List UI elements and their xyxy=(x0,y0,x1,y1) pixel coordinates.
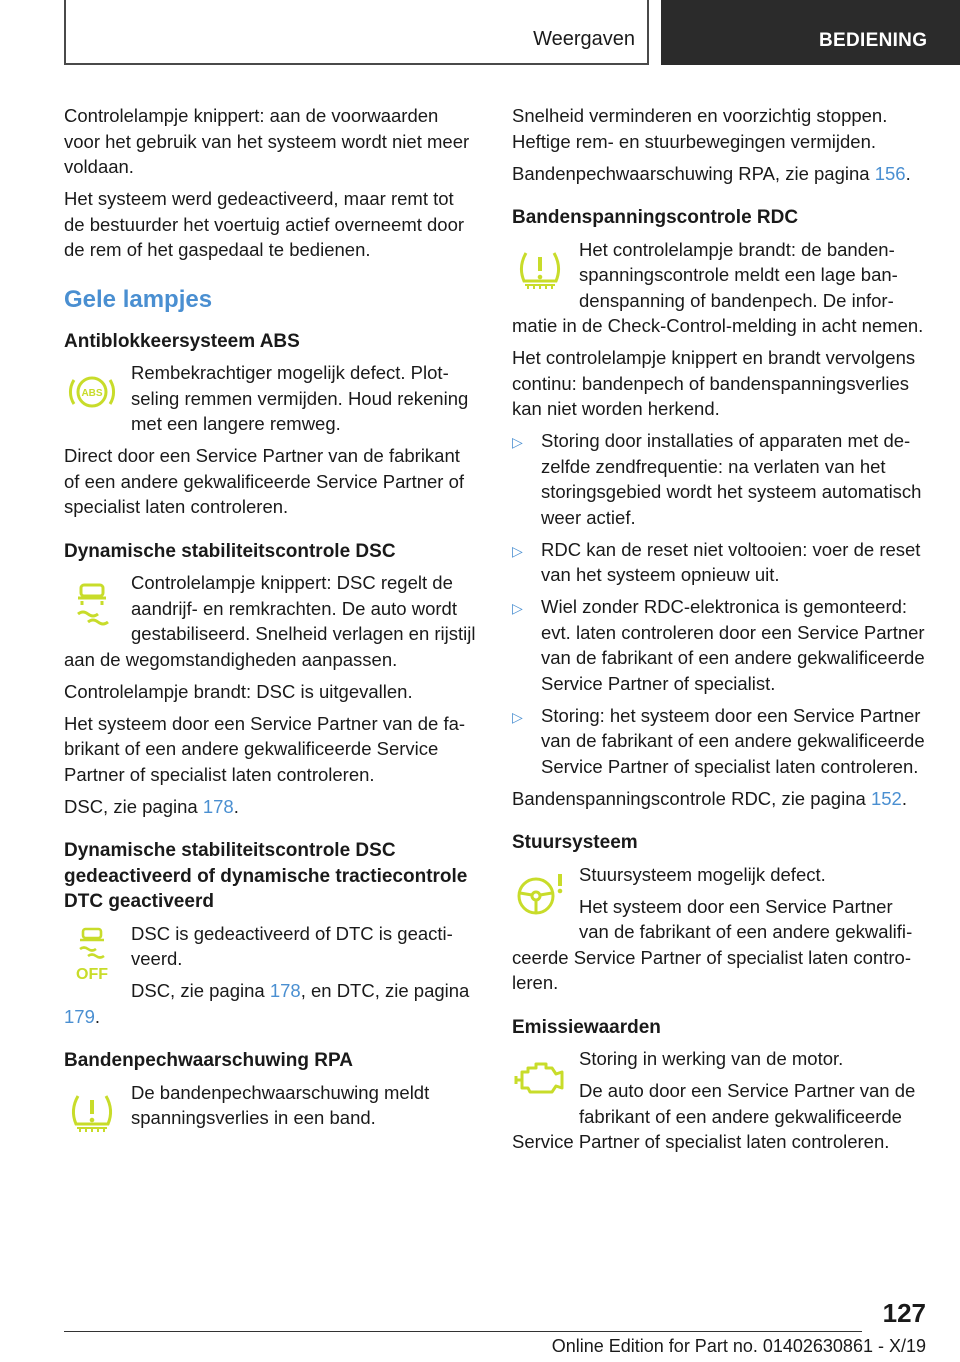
list-item: ▷ Wiel zonder RDC-elektronica is gemonteerd: evt. laten controleren door een Service Partner van de fabrikant of een andere gekwalificeerde Service Partner of specialist. xyxy=(512,596,925,694)
paragraph: Controlelampje knippert: aan de voorwaarden voor het gebruik van het systeem wordt niet meer voldaan. xyxy=(64,105,470,177)
rdc-warning-block xyxy=(512,237,926,339)
paragraph: De bandenpechwaarschuwing meldt spanningsverlies in een band. xyxy=(131,1081,430,1128)
abs-heading: Antiblokkeersysteem ABS xyxy=(64,330,300,352)
page-number: 127 xyxy=(882,1298,926,1328)
triangle-bullet-icon: ▷ xyxy=(512,434,523,450)
paragraph: Het systeem werd gedeactiveerd, maar remt tot de bestuurder het voertuig actief overneemt door de rem of het gaspedaal te bedienen. xyxy=(64,188,465,260)
header-chapter-tab xyxy=(661,0,960,65)
paragraph: Controlelampje knippert: DSC regelt de aandrijf- en remkrachten. De auto wordt gestabiliseerd. Snelheid verlagen en rijstijl aan de wegomstandigheden aanpassen. xyxy=(64,572,476,670)
emission-warning-block xyxy=(512,1046,926,1155)
page-link[interactable]: 156 xyxy=(874,162,906,184)
dsc-heading: Dynamische stabiliteitscontrole DSC xyxy=(64,540,396,562)
paragraph: Controlelampje brandt: DSC is uitgevallen. xyxy=(64,680,413,702)
rdc-bullet-list xyxy=(512,428,926,779)
page-link[interactable]: 179 xyxy=(64,1005,95,1027)
list-item: ▷ Storing door installaties of apparaten met dezelfde zendfrequentie: na verlaten van het storingsgebied wordt het systeem automatisch weer actief. xyxy=(512,430,922,528)
page-link[interactable]: 152 xyxy=(870,787,902,809)
paragraph: Het controlelampje knippert en brandt vervolgens continu: bandenpech of bandenspanningsverlies kan niet worden herkend. xyxy=(512,347,916,419)
paragraph: Het systeem door een Service Partner van de fabrikant of een andere gekwalificeerde Service Partner of specialist laten controleren. xyxy=(64,712,466,785)
paragraph: De auto door een Service Partner van de fabrikant of een andere gekwalificeerde Service Partner of specialist laten controleren. xyxy=(512,1080,916,1152)
footer-divider xyxy=(64,1331,862,1332)
paragraph: DSC is gedeactiveerd of DTC is geactiveerd. xyxy=(131,922,453,969)
tire-warning-icon xyxy=(64,1084,120,1140)
triangle-bullet-icon: ▷ xyxy=(512,542,523,559)
triangle-bullet-icon: ▷ xyxy=(512,600,523,616)
header-section-title: Weergaven xyxy=(533,28,635,50)
paragraph: Snelheid verminderen en voorzichtig stoppen. Heftige rem- en stuurbewegingen vermijden. xyxy=(512,105,888,152)
right-column xyxy=(512,103,926,1161)
steering-heading: Stuursysteem xyxy=(512,832,638,853)
section-title: Gele lampjes xyxy=(64,285,213,313)
steering-warning-icon xyxy=(512,866,568,922)
dsc-warning-block xyxy=(64,570,478,672)
abs-warning-icon xyxy=(64,364,120,420)
paragraph: Storing in werking van de motor. xyxy=(579,1048,844,1069)
dsc-off-warning-block xyxy=(64,921,478,1030)
dsc-off-heading: Dynamische stabiliteitscontrole DSC gedeactiveerd of dynamische tractiecontrole DTC geactiveerd xyxy=(64,840,468,912)
svg-text:ABS: ABS xyxy=(81,388,103,399)
rdc-page-reference: Bandenspanningscontrole RDC, zie pagina 152. xyxy=(512,787,907,809)
header-frame xyxy=(64,0,649,65)
paragraph: Het controlelampje brandt: de bandenspanningscontrole meldt een lage bandenspanning of bandenpech. De informatie in de Check-Control-melding in acht nemen. xyxy=(512,238,924,336)
paragraph: Stuursysteem mogelijk defect. xyxy=(579,863,826,885)
rpa-warning-block xyxy=(64,1080,478,1156)
steering-warning-block xyxy=(512,862,926,996)
paragraph: Het systeem door een Service Partner van de fabrikant of een andere gekwalificeerde Service Partner of specialist laten controleren. xyxy=(512,895,913,993)
dsc-off-label: OFF xyxy=(76,965,108,983)
paragraph: Direct door een Service Partner van de fabrikant of een andere gekwalificeerde Service Partner of specialist laten controleren. xyxy=(64,445,465,517)
left-column xyxy=(64,103,478,1156)
page-link[interactable]: 178 xyxy=(269,980,301,1001)
footer-edition: Online Edition for Part no. 01402630861 - X/19 xyxy=(551,1336,926,1356)
rpa-page-reference: Bandenpechwaarschuwing RPA, zie pagina 156. xyxy=(512,162,911,184)
tire-pressure-icon xyxy=(512,241,568,297)
engine-check-icon xyxy=(512,1050,568,1106)
dsc-off-icon xyxy=(64,925,120,997)
rdc-heading: Bandenspanningscontrole RDC xyxy=(512,207,799,228)
paragraph: Rembekrachtiger mogelijk defect. Plotseling remmen vermijden. Houd rekening met een langere remweg. xyxy=(131,362,469,434)
page-link[interactable]: 178 xyxy=(202,795,234,817)
triangle-bullet-icon: ▷ xyxy=(512,708,523,725)
dsc-off-page-reference: DSC, zie pagina 178, en DTC, zie pagina 179. xyxy=(64,980,470,1027)
emission-heading: Emissiewaarden xyxy=(512,1016,661,1038)
dsc-page-reference: DSC, zie pagina 178. xyxy=(64,795,239,817)
header-chapter-label: BEDIENING xyxy=(819,30,928,51)
list-item: ▷ Storing: het systeem door een Service Partner van de fabrikant of een andere gekwalificeerde Service Partner of specialist laten controleren. xyxy=(512,704,925,777)
abs-warning-block xyxy=(64,360,478,437)
list-item: ▷ RDC kan de reset niet voltooien: voer de reset van het systeem opnieuw uit. xyxy=(512,538,921,585)
rpa-heading: Bandenpechwaarschuwing RPA xyxy=(64,1050,353,1071)
dsc-icon xyxy=(64,574,120,630)
